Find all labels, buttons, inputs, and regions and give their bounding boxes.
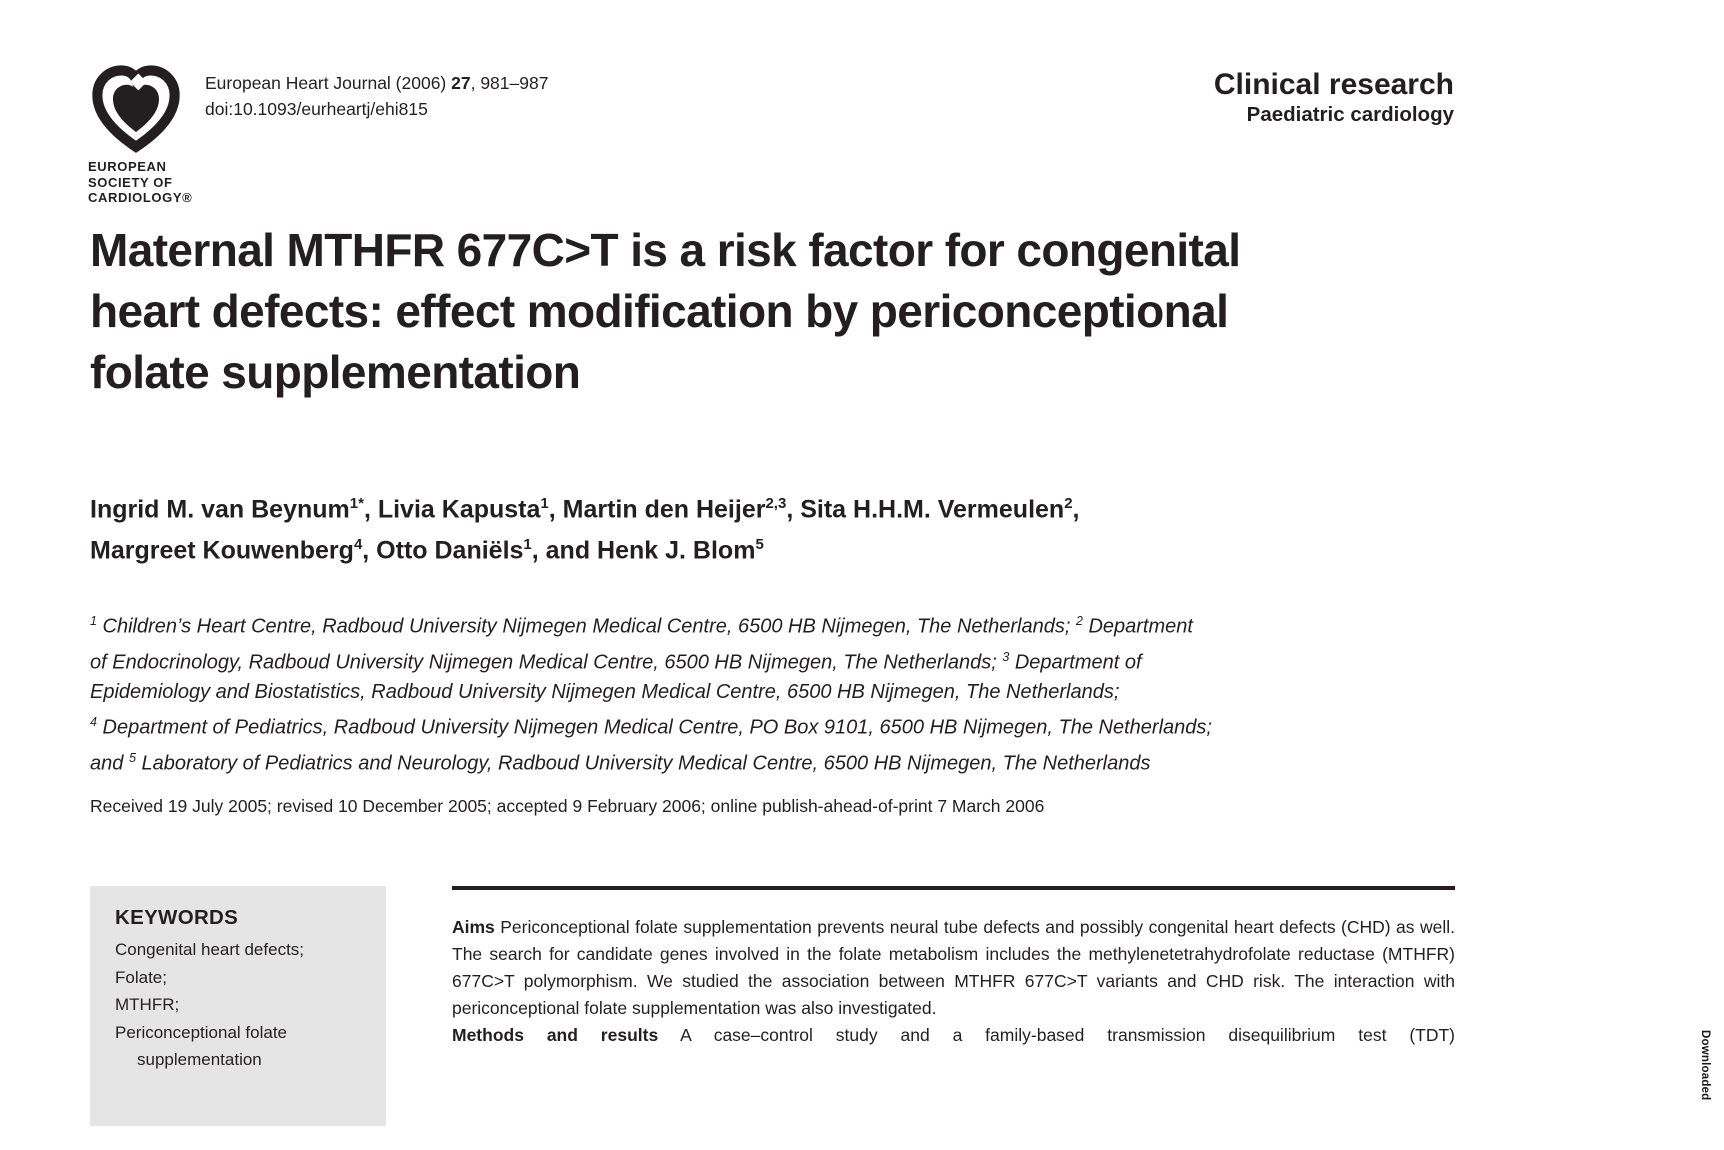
keyword-item: Periconceptional folate supplementation [115, 1022, 288, 1069]
keyword-item: MTHFR; [115, 995, 180, 1014]
affiliation-line: $^1$ Children’s Heart Centre, Radboud University Nijmegen Medical Centre, 6500 HB Nijmegen, The Netherlands; $^2$ Department [90, 614, 1193, 638]
org-line: SOCIETY OF [88, 174, 173, 190]
org-line: CARDIOLOGY® [88, 190, 193, 205]
author-line: Margreet Kouwenberg$^4$, Otto Daniëls$^1$, and Henk J. Blom$^5$ [90, 536, 764, 565]
doi: doi:10.1093/eurheartj/ehi815 [205, 99, 428, 119]
esc-heart-logo-icon [88, 64, 184, 156]
keyword-item: Congenital heart defects; [115, 940, 305, 959]
org-line: EUROPEAN [88, 159, 167, 174]
article-title: Maternal MTHFR 677C>T is a risk factor for congenital heart defects: effect modification by periconceptional folate supplementation [90, 224, 1241, 398]
abstract-paragraph: Methods and results A case–control study and a family-based transmission disequilibrium test (TDT) [452, 1025, 1455, 1045]
affiliation-line: of Endocrinology, Radboud University Nijmegen Medical Centre, 6500 HB Nijmegen, The Netherlands; $^3$ Department of [90, 649, 1142, 674]
keyword-item: Folate; [115, 967, 167, 987]
esc-logo-block [88, 64, 218, 206]
affiliations [90, 606, 1470, 779]
section-subtitle: Paediatric cardiology [1246, 103, 1454, 126]
received-dates: Received 19 July 2005; revised 10 December 2005; accepted 9 February 2006; online publish-ahead-of-print 7 March 2006 [90, 796, 1045, 816]
keywords-heading: KEYWORDS [115, 906, 239, 929]
affiliation-line: Epidemiology and Biostatistics, Radboud University Nijmegen Medical Centre, 6500 HB Nijmegen, The Netherlands; [90, 681, 1120, 704]
abstract [452, 890, 1455, 1049]
volume-number: 27 [451, 73, 471, 93]
abstract-paragraph: Aims Periconceptional folate supplementation prevents neural tube defects and possibly congenital heart defects (CHD) as well. The search for candidate genes involved in the folate metabolism includes the methylenetetrahydrofolate reductase (MTHFR) 677C>T polymorphism. We studied the association between MTHFR 677C>T variants and CHD risk. The interaction with periconceptional folate supplementation was also investigated. [452, 917, 1455, 1018]
abstract-paragraph-label: Aims [452, 917, 495, 937]
abstract-paragraph-label: Methods and results [452, 1025, 659, 1045]
keywords-list [115, 936, 368, 1074]
journal-citation [205, 70, 548, 122]
keywords-box [90, 886, 386, 1126]
downloaded-from-strip: Downloaded [1699, 1030, 1711, 1101]
citation-line: European Heart Journal (2006) 27, 981–987 [205, 73, 549, 93]
affiliation-line: $^4$ Department of Pediatrics, Radboud University Nijmegen Medical Centre, PO Box 9101, 6500 HB Nijmegen, The Netherlands; [90, 715, 1212, 739]
author-list [90, 486, 1490, 569]
section-title: Clinical research [1213, 68, 1454, 101]
section-block [1214, 68, 1454, 128]
esc-org-name [88, 159, 218, 206]
affiliation-line: and $^5$ Laboratory of Pediatrics and Neurology, Radboud University Medical Centre, 6500 HB Nijmegen, The Netherlands [90, 750, 1151, 775]
author-line: Ingrid M. van Beynum$^{1*}$, Livia Kapusta$^1$, Martin den Heijer$^{2,3}$, Sita H.H.M. Vermeulen$^2$, [90, 495, 1080, 524]
